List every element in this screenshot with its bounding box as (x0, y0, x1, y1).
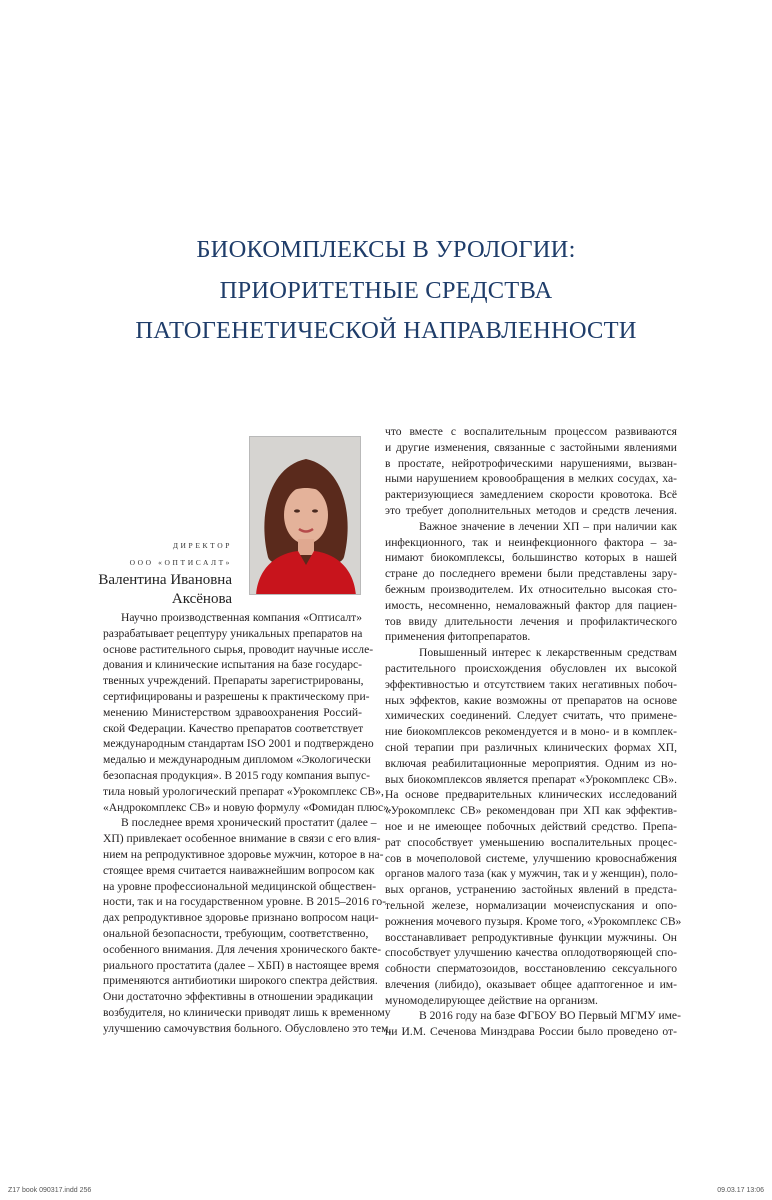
text-line: вых биокомплексов является препарат «Урокомплекс СВ». (385, 772, 677, 786)
text-line: стоящее время считается наиважнейшим вопросом как (103, 863, 375, 877)
text-line: ных эффектов, какие возможны от препаратов на основе (385, 693, 677, 707)
text-line: ными нарушением кровообращения в мелких сосудах, ха- (385, 472, 677, 486)
text-line: возбудителя, но клинически приводят лишь к временному (103, 1005, 391, 1019)
paragraph (103, 610, 392, 815)
paragraph (385, 519, 677, 645)
text-line: особенного внимания. Для лечения хронического бакте- (103, 942, 382, 956)
text-line: инфекционного, так и неинфекционного фактора – за- (385, 535, 677, 549)
footer-file-info: Z17 book 090317.indd 256 (8, 1187, 92, 1194)
text-line: растительного происхождения обусловлен их высокой (385, 661, 677, 675)
text-line: бежным производителем. Их относительно высокая сто- (385, 582, 677, 596)
title-line: ПРИОРИТЕТНЫЕ СРЕДСТВА (219, 276, 553, 304)
text-line: ХП) привлекает особенное внимание в связи с его влия- (103, 832, 381, 846)
text-line: разрабатывает рецептуру уникальных препаратов на (103, 626, 363, 640)
text-line: стране до последнего времени были представлены зару- (385, 567, 677, 581)
text-line: собности сперматозоидов, восстановлению сексуального (385, 962, 677, 976)
text-line: Они достаточно эффективны в отношении эрадикации (103, 990, 374, 1004)
text-line: Научно производственная компания «Оптисалт» (121, 611, 362, 624)
left-text-column (103, 610, 392, 1037)
author-name-line: Валентина Ивановна (98, 572, 232, 588)
text-line: основе растительного сырья, проводит научные иссле- (103, 642, 374, 656)
text-line: вых органов, устранению застойных явлений в предста- (385, 883, 677, 897)
text-line: дах репродуктивное здоровье признано вопросом наци- (103, 911, 379, 925)
text-line: имость, несомненно, немаловажный фактор для пациен- (385, 598, 677, 612)
text-line: эффективностью и отсутствием таких негативных побоч- (385, 677, 677, 691)
text-line: сертифицированы и разрешены к практическому при- (103, 689, 370, 703)
text-line: В последнее время хронический простатит (далее – (121, 816, 377, 830)
author-byline (98, 537, 232, 609)
text-line: дования и клинические испытания на базе государс- (103, 658, 362, 672)
text-line: безопасная продукция». В 2015 году компания выпус- (103, 768, 371, 782)
text-line: это требует дополнительных методов и средств лечения. (385, 503, 677, 517)
text-line: нимают биокомплексы, большинство которых в нашей (385, 551, 677, 565)
text-line: рожнения мочевого пузыря. Кроме того, «Урокомплекс СВ» (385, 914, 682, 928)
text-line: восстанавливает репродуктивные функции мужчины. Он (385, 930, 677, 944)
text-line: ни И.М. Сеченова Минздрава России было проведено от- (385, 1025, 677, 1039)
text-line: Повышенный интерес к лекарственным средствам (419, 646, 677, 660)
footer-datetime: 09.03.17 13:06 (717, 1187, 764, 1194)
text-line: влечения (либидо), оказывает общее адаптогенное и им- (385, 977, 677, 991)
title-line: БИОКОМПЛЕКСЫ В УРОЛОГИИ: (196, 236, 576, 263)
paragraph (385, 424, 677, 519)
title-line: ПАТОГЕНЕТИЧЕСКОЙ НАПРАВЛЕННОСТИ (135, 317, 637, 344)
text-line: «Урокомплекс СВ» рекомендован при ХП как эффектив- (385, 804, 677, 818)
text-line: нием на репродуктивное здоровье мужчин, которое в на- (103, 847, 384, 861)
right-text-column (385, 424, 682, 1040)
text-line: тила новый урологический препарат «Урокомплекс СВ», (103, 784, 384, 798)
text-line: В 2016 году на базе ФГБОУ ВО Первый МГМУ име- (419, 1009, 681, 1023)
text-line: менению Министерством здравоохранения Россий- (103, 705, 362, 719)
text-line: органов малого таза (как у мужчин, так и у женщин), поло- (385, 867, 678, 881)
text-line: «Андрокомплекс СВ» и новую формулу «Фомидан плюс». (103, 800, 392, 814)
text-line: в простате, нейротрофическими нарушениями, вызван- (385, 456, 677, 470)
text-line: сной терапии при различных клинических формах ХП, (385, 740, 677, 754)
text-line: ное и не имеющее побочных действий средство. Препа- (385, 819, 677, 833)
text-line: рат способствует уменьшению воспалительных процес- (385, 835, 677, 849)
text-line: международным стандартам ISO 2001 и подтверждено (103, 737, 374, 751)
author-name-line: Аксёнова (171, 591, 232, 607)
text-line: сов в мочеполовой системе, улучшению кровоснабжения (385, 851, 677, 865)
text-line: ности, так и на государственном уровне. В 2015–2016 го- (103, 895, 387, 909)
text-line: муномоделирующее действие на организм. (385, 993, 598, 1007)
text-line: на уровне профессиональной медицинской обществен- (103, 879, 377, 893)
text-line: улучшению самочувствия больного. Обусловлено это тем, (103, 1021, 392, 1035)
text-line: тов ввиду длительности лечения и профилактического (385, 614, 677, 628)
text-line: включая реабилитационные мероприятия. Одним из но- (385, 756, 677, 770)
text-line: На основе предварительных клинических исследований (385, 788, 677, 802)
paragraph (103, 815, 392, 1036)
text-line: твенных учреждений. Препараты зарегистрированы, (103, 674, 364, 688)
text-line: медалью и международным дипломом «Экологически (103, 753, 371, 767)
text-line: ональной безопасности, требующим, соответственно, (103, 926, 369, 940)
text-line: применения фитопрепаратов. (385, 630, 531, 644)
text-line: Важное значение в лечении ХП – при наличии как (419, 519, 677, 533)
article-title (0, 230, 772, 352)
author-role: ДИРЕКТОР (172, 541, 232, 550)
text-line: химических соединений. Следует считать, что примене- (385, 709, 677, 723)
text-line: риального простатита (далее – ХБП) в настоящее время (103, 958, 380, 972)
text-line: ской Федерации. Качество препаратов соответствует (103, 721, 364, 735)
paragraph (385, 645, 682, 1008)
text-line: способствует улучшению качества оплодотворяющей спо- (385, 946, 677, 960)
text-line: тельной железе, нормализации мочеиспускания и опо- (385, 898, 677, 912)
author-photo (249, 436, 361, 595)
paragraph (385, 1008, 681, 1040)
text-line: применяются антибиотики широкого спектра действия. (103, 974, 378, 988)
text-line: и другие изменения, связанные с застойными явлениями (385, 440, 677, 454)
text-line: что вместе с воспалительным процессом развиваются (385, 425, 677, 438)
text-line: рактеризующиеся замедлением скорости кровотока. Всё (385, 488, 677, 502)
author-company: ООО «ОПТИСАЛТ» (129, 558, 232, 567)
text-line: ние биокомплексов рекомендуется и в моно- и в комплек- (385, 725, 677, 739)
